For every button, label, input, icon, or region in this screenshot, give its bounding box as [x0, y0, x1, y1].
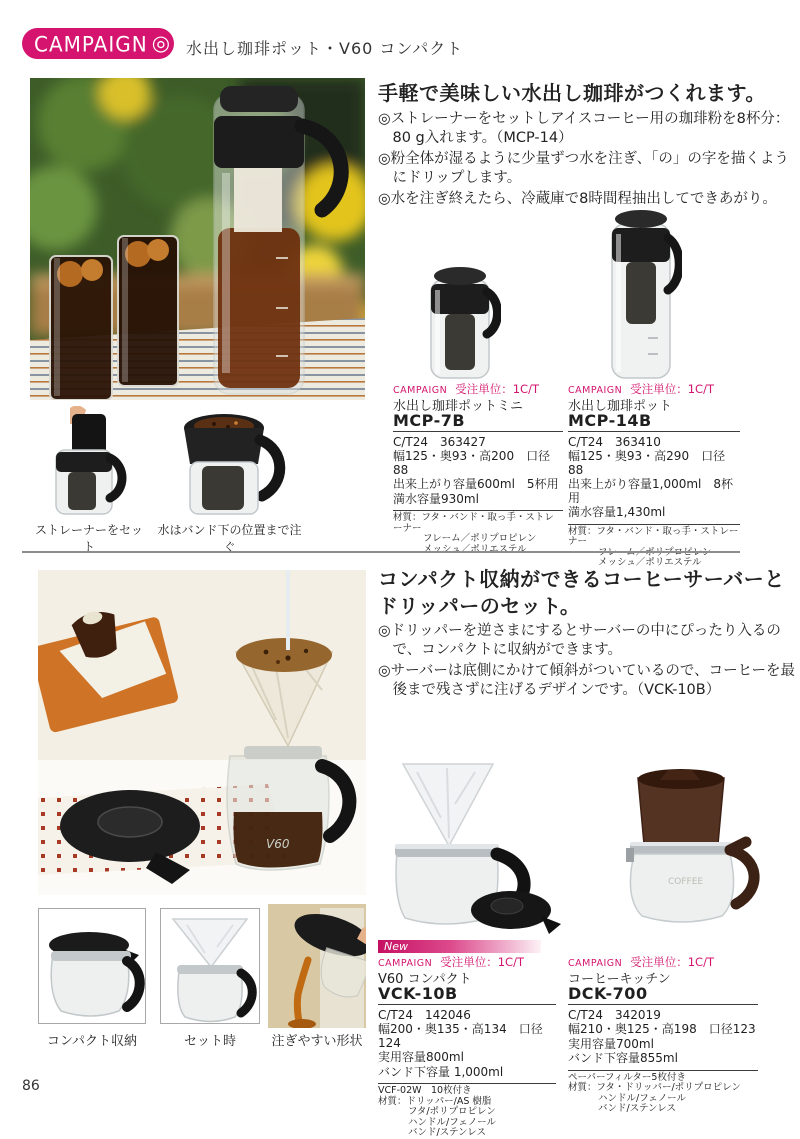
svg-text:V60: V60 — [266, 837, 290, 851]
double-circle-icon: ◎ — [151, 31, 171, 55]
section2-heading: コンパクト収納ができるコーヒーサーバーとドリッパーのセット。 — [378, 567, 785, 618]
campaign-label: CAMPAIGN — [393, 385, 448, 396]
campaign-label: CAMPAIGN — [378, 958, 433, 969]
bullet-item: ◎ストレーナーをセットしアイスコーヒー用の珈琲粉を8杯分：80 g入れます。（MCP-14） — [378, 111, 790, 146]
product-code: C/T24 142046 — [378, 1007, 471, 1022]
product-dims: 幅200・奥135・高134 口径124 — [378, 1022, 543, 1050]
product-spec: 満水容量930ml — [393, 491, 479, 506]
photo-compact-stored — [38, 908, 146, 1024]
divider-line — [568, 524, 740, 525]
photo-caption: ストレーナーをセット — [34, 523, 143, 554]
section1-bullets — [378, 110, 798, 212]
product-materials: 材質：フタ・バンド・取っ手・ストレーナー フレーム／ポリプロピレン メッシュ／ポリエステル — [393, 512, 554, 555]
product-spec: 出来上がり容量600ml 5杯用 — [393, 477, 559, 491]
bullet-item: ◎ドリッパーを逆さまにするとサーバーの中にぴったり入るので、コンパクトに収納ができます。 — [378, 623, 781, 658]
product-dims: 幅125・奥93・高290 口径88 — [568, 449, 726, 477]
product-block-dck700 — [568, 956, 758, 1115]
photo-pour-to-band — [160, 406, 297, 522]
campaign-label: CAMPAIGN — [568, 385, 623, 396]
product-model: DCK-700 — [568, 984, 648, 1003]
divider-line — [378, 1004, 556, 1005]
product-materials: 材質：フタ・ドリッパー/ポリプロピレン ハンドル/フェノール バンド/ステンレス — [568, 1082, 741, 1114]
photo-product-mcp7b — [421, 260, 501, 386]
campaign-banner — [22, 28, 174, 59]
product-spec: 実用容量800ml — [378, 1050, 464, 1064]
photo-caption: 水はバンド下の位置まで注ぐ — [157, 523, 302, 554]
product-block-mcp7b — [393, 383, 563, 555]
divider-line — [568, 431, 740, 432]
product-name: コーヒーキッチン — [568, 971, 671, 987]
product-materials: 材質：フタ・バンド・取っ手・ストレーナー フレーム／ポリプロピレン メッシュ／ポリエステル — [568, 525, 739, 568]
photo-set-state — [160, 908, 260, 1024]
page-title: 水出し珈琲ポット・V60 コンパクト — [186, 39, 464, 58]
product-block-mcp14b — [568, 383, 740, 569]
photo-product-mcp14b — [604, 202, 682, 386]
product-name: V60 コンパクト — [378, 971, 472, 987]
product-model: MCP-7B — [393, 411, 466, 430]
section1-heading: 手軽で美味しい水出し珈琲がつくれます。 — [378, 81, 766, 105]
product-model: VCK-10B — [378, 984, 458, 1003]
product-dims: 幅210・奥125・高198 口径123 — [568, 1022, 756, 1036]
section2-bullets — [378, 622, 798, 702]
section-divider — [22, 551, 740, 553]
product-code: C/T24 363427 — [393, 434, 486, 449]
order-unit: 受注単位：1C/T — [440, 955, 524, 969]
product-code: C/T24 342019 — [568, 1007, 661, 1022]
order-unit: 受注単位：1C/T — [630, 955, 714, 969]
product-note: VCF-02W 10枚付き — [378, 1085, 472, 1096]
product-spec: バンド下容量855ml — [568, 1051, 678, 1065]
page-number: 86 — [22, 1078, 40, 1094]
product-name: 水出し珈琲ポット — [568, 398, 673, 414]
photo-caption: コンパクト収納 — [46, 1034, 138, 1049]
product-name: 水出し珈琲ポットミニ — [393, 398, 524, 414]
divider-line — [393, 510, 563, 511]
product-spec: バンド下容量 1,000ml — [378, 1064, 504, 1079]
order-unit: 受注単位：1C/T — [455, 382, 539, 396]
photo-strainer-set — [40, 406, 137, 522]
divider-line — [393, 431, 563, 432]
campaign-banner-label: CAMPAIGN — [34, 30, 148, 57]
product-block-vck10b — [378, 940, 556, 1139]
photo-caption: セット時 — [183, 1034, 236, 1049]
photo-product-vck10b — [383, 752, 563, 940]
photo-easy-pour — [268, 904, 366, 1032]
divider-line — [568, 1004, 758, 1005]
product-dims: 幅125・奥93・高200 口径88 — [393, 449, 551, 477]
divider-line — [378, 1083, 556, 1084]
product-materials: 材質：ドリッパー/AS 樹脂 フタ/ポリプロピレン ハンドル/フェノール バンド/ステンレス — [378, 1095, 496, 1138]
bullet-item: ◎サーバーは底側にかけて傾斜がついているので、コーヒーを最後まで残さずに注げるデザインです。（VCK-10B） — [378, 663, 796, 698]
product-spec: 出来上がり容量1,000ml 8杯用 — [568, 477, 734, 505]
photo-caption: 注ぎやすい形状 — [271, 1034, 363, 1049]
product-note: ペーパーフィルター5枚付き — [568, 1071, 686, 1083]
product-spec: 満水容量1,430ml — [568, 505, 666, 519]
product-code: C/T24 363410 — [568, 434, 661, 449]
product-spec: 実用容量700ml — [568, 1036, 654, 1051]
bullet-item: ◎水を注ぎ終えたら、冷蔵庫で8時間程抽出してできあがり。 — [378, 191, 777, 208]
bullet-item: ◎粉全体が湿るように少量ずつ水を注ぎ、「の」の字を描くようにドリップします。 — [378, 151, 789, 186]
new-badge: New — [378, 940, 541, 953]
photo-v60-drip-scene — [38, 570, 366, 899]
product-model: MCP-14B — [568, 411, 652, 430]
svg-text:COFFEE: COFFEE — [668, 877, 704, 887]
divider-line — [568, 1070, 758, 1071]
photo-iced-coffee-scene — [30, 78, 365, 404]
campaign-label: CAMPAIGN — [568, 958, 623, 969]
order-unit: 受注単位：1C/T — [630, 382, 714, 396]
photo-product-dck700 — [590, 762, 780, 938]
